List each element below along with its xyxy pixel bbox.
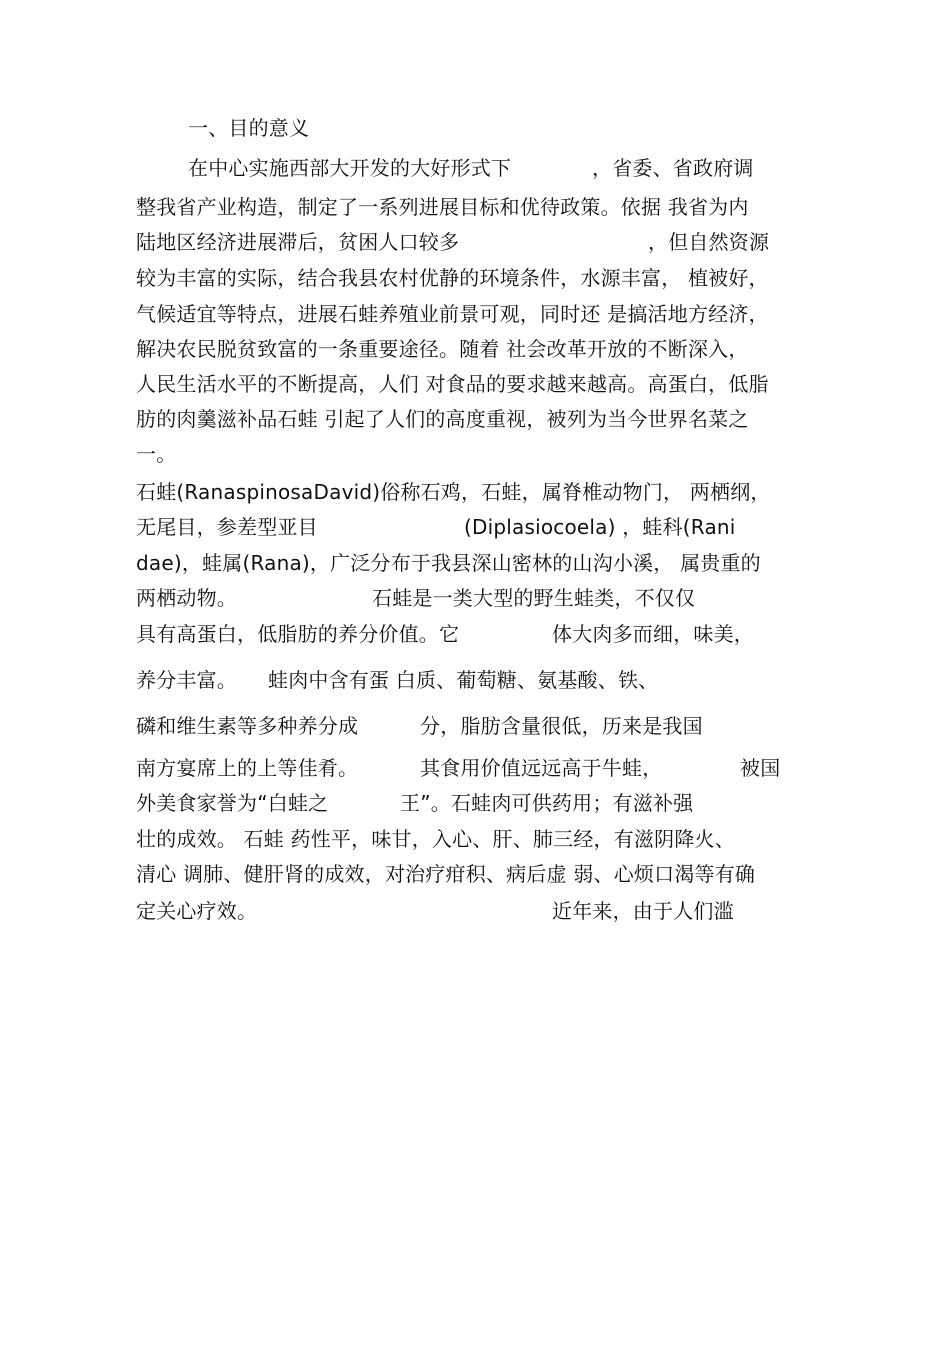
paragraph-line: 肪的肉羹滋补品石蛙 引起了人们的高度重视，被列为当今世界名菜之 [136,407,749,431]
paragraph-line: dae)，蛙属(Rana)，广泛分布于我县深山密林的山沟小溪， 属贵重的 [136,551,761,575]
paragraph-line: (Diplasiocoela) ，蛙科(Rani [464,515,736,539]
paragraph-line: 蛙肉中含有蛋 白质、葡萄糖、氨基酸、铁、 [268,668,659,692]
paragraph-line: 其食用价值远远高于牛蛙， [420,756,663,780]
paragraph-line: 在中心实施西部大开发的大好形式下 [188,156,512,180]
paragraph-line: 气候适宜等特点，进展石蛙养殖业前景可观，同时还 是搞活地方经济， [136,302,769,326]
paragraph-line: 分，脂肪含量很低，历来是我国 [420,714,703,738]
paragraph-line: 被国 [740,756,781,780]
paragraph-line: 外美食家誉为“白蛙之 [136,791,329,815]
paragraph-line: ，但自然资源 [648,230,770,254]
paragraph-line: 养分丰富。 [136,668,237,692]
paragraph-line: ，省委、省政府调 [592,156,754,180]
paragraph-line: 两栖动物。 [136,586,237,610]
paragraph-line: 南方宴席上的上等佳肴。 [136,756,359,780]
paragraph-line: 体大肉多而细，味美， [552,622,754,646]
paragraph-line: 人民生活水平的不断提高，人们 对食品的要求越来越高。高蛋白，低脂 [136,372,769,396]
paragraph-line: 清心 调肺、健肝肾的成效，对治疗疳积、病后虚 弱、心烦口渴等有确 [136,862,756,886]
paragraph-line: 陆地区经济进展滞后，贫困人口较多 [136,230,460,254]
paragraph-line: 无尾目，参差型亚目 [136,515,318,539]
section-heading: 一、目的意义 [188,116,310,140]
paragraph-line: 具有高蛋白，低脂肪的养分价值。它 [136,622,460,646]
paragraph-line: 磷和维生素等多种养分成 [136,714,359,738]
paragraph-line: 近年来，由于人们滥 [552,899,734,923]
paragraph-line: 一。 [136,442,177,466]
paragraph-line: 较为丰富的实际，结合我县农村优静的环境条件，水源丰富， 植被好， [136,266,769,290]
paragraph-line: 整我省产业构造，制定了一系列进展目标和优待政策。依据 我省为内 [136,195,749,219]
paragraph-line: 壮的成效。 石蛙 药性平，味甘，入心、肝、肺三经，有滋阴降火、 [136,827,735,851]
paragraph-line: 石蛙(RanaspinosaDavid)俗称石鸡，石蛙，属脊椎动物门， 两栖纲， [136,480,771,504]
paragraph-line: 定关心疗效。 [136,899,258,923]
paragraph-line: 石蛙是一类大型的野生蛙类，不仅仅 [372,586,696,610]
paragraph-line: 王”。石蛙肉可供药用；有滋补强 [400,791,694,815]
paragraph-line: 解决农民脱贫致富的一条重要途径。随着 社会改革开放的不断深入， [136,337,749,361]
